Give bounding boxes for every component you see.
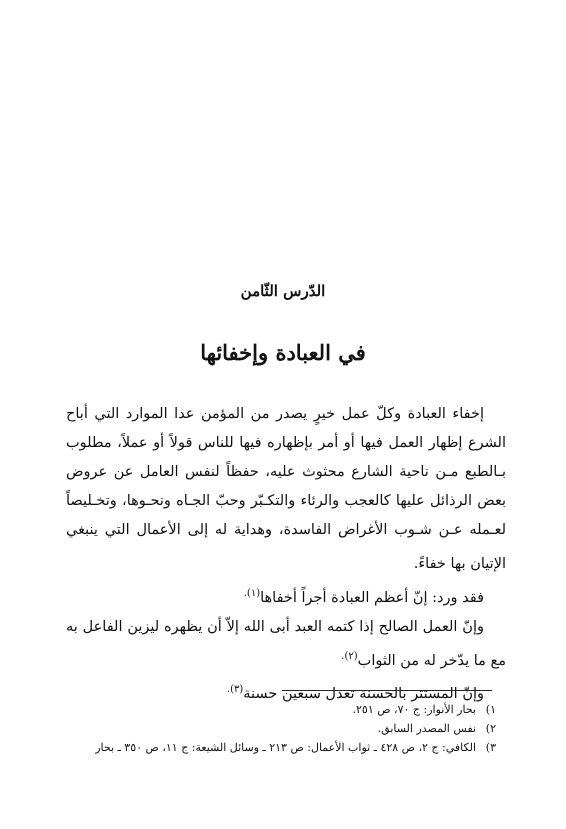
- lesson-label: الدّرس الثّامن: [240, 282, 326, 300]
- paragraph-intro: [66, 400, 506, 579]
- footnote-ref: (٢).: [341, 650, 358, 662]
- paragraph-text: وإنّ المستتر بالحسنة تعدل سبعين حسنة: [243, 686, 484, 703]
- footnote-number: ٣): [485, 741, 496, 754]
- footnote-item: [66, 738, 496, 757]
- paragraph-text: فقد ورد: إنّ أعظم العبادة أجراً أخفاها: [260, 589, 484, 606]
- paragraph-hadith-1: [66, 579, 506, 613]
- paragraph-hadith-2: [66, 613, 506, 676]
- footnote-text: نفس المصدر السابق.: [377, 722, 476, 735]
- body-text: [66, 400, 506, 709]
- footnote-number: ١): [485, 703, 496, 716]
- footnote-number: ٢): [485, 722, 496, 735]
- chapter-title: في العبادة وإخفائها: [200, 340, 366, 365]
- paragraph-text: وإنّ العمل الصالح إذا كتمه العبد أبى الله إلاّ أن يظهره ليزين الفاعل به مع ما يدّخر له من الثواب: [66, 618, 506, 669]
- footnote-ref: (١).: [243, 587, 261, 599]
- footnote-item: [66, 719, 496, 738]
- footnote-ref: (٣).: [226, 684, 244, 696]
- footnote-text: بحار الأنوار: ج ٧٠، ص ٢٥١.: [352, 703, 476, 716]
- footnote-item: [66, 700, 496, 719]
- footnotes: [66, 700, 496, 757]
- paragraph-text: إخفاء العبادة وكلّ عمل خيرٍ يصدر من المؤمن عدا الموارد التي أباح الشرع إظهار العمل فيها أو أمر بإظهاره فيها للناس قولاً أو عملاً، مطلوب بـالطبع مـن ناحية الشارع محثوث عليه، حفظاً لنفس العامل عن عروض بعض الرذائل عليها كالعجب والرئاء والتكـبّر وحبّ الجـاه ونحـوها، وتخـليصاً لعـمله عـن شـوب الأغراض الفاسدة، وهداية له إلى الأعمال التي ينبغي الإتيان بها خفاءً.: [66, 406, 506, 572]
- footnote-divider: [282, 690, 492, 691]
- footnote-text: الكافي: ج ٢، ص ٤٢٨ ـ ثواب الأعمال: ص ٢١٣ ـ وسائل الشيعة: ج ١١، ص ٣٥٠ ـ بحار: [95, 741, 476, 754]
